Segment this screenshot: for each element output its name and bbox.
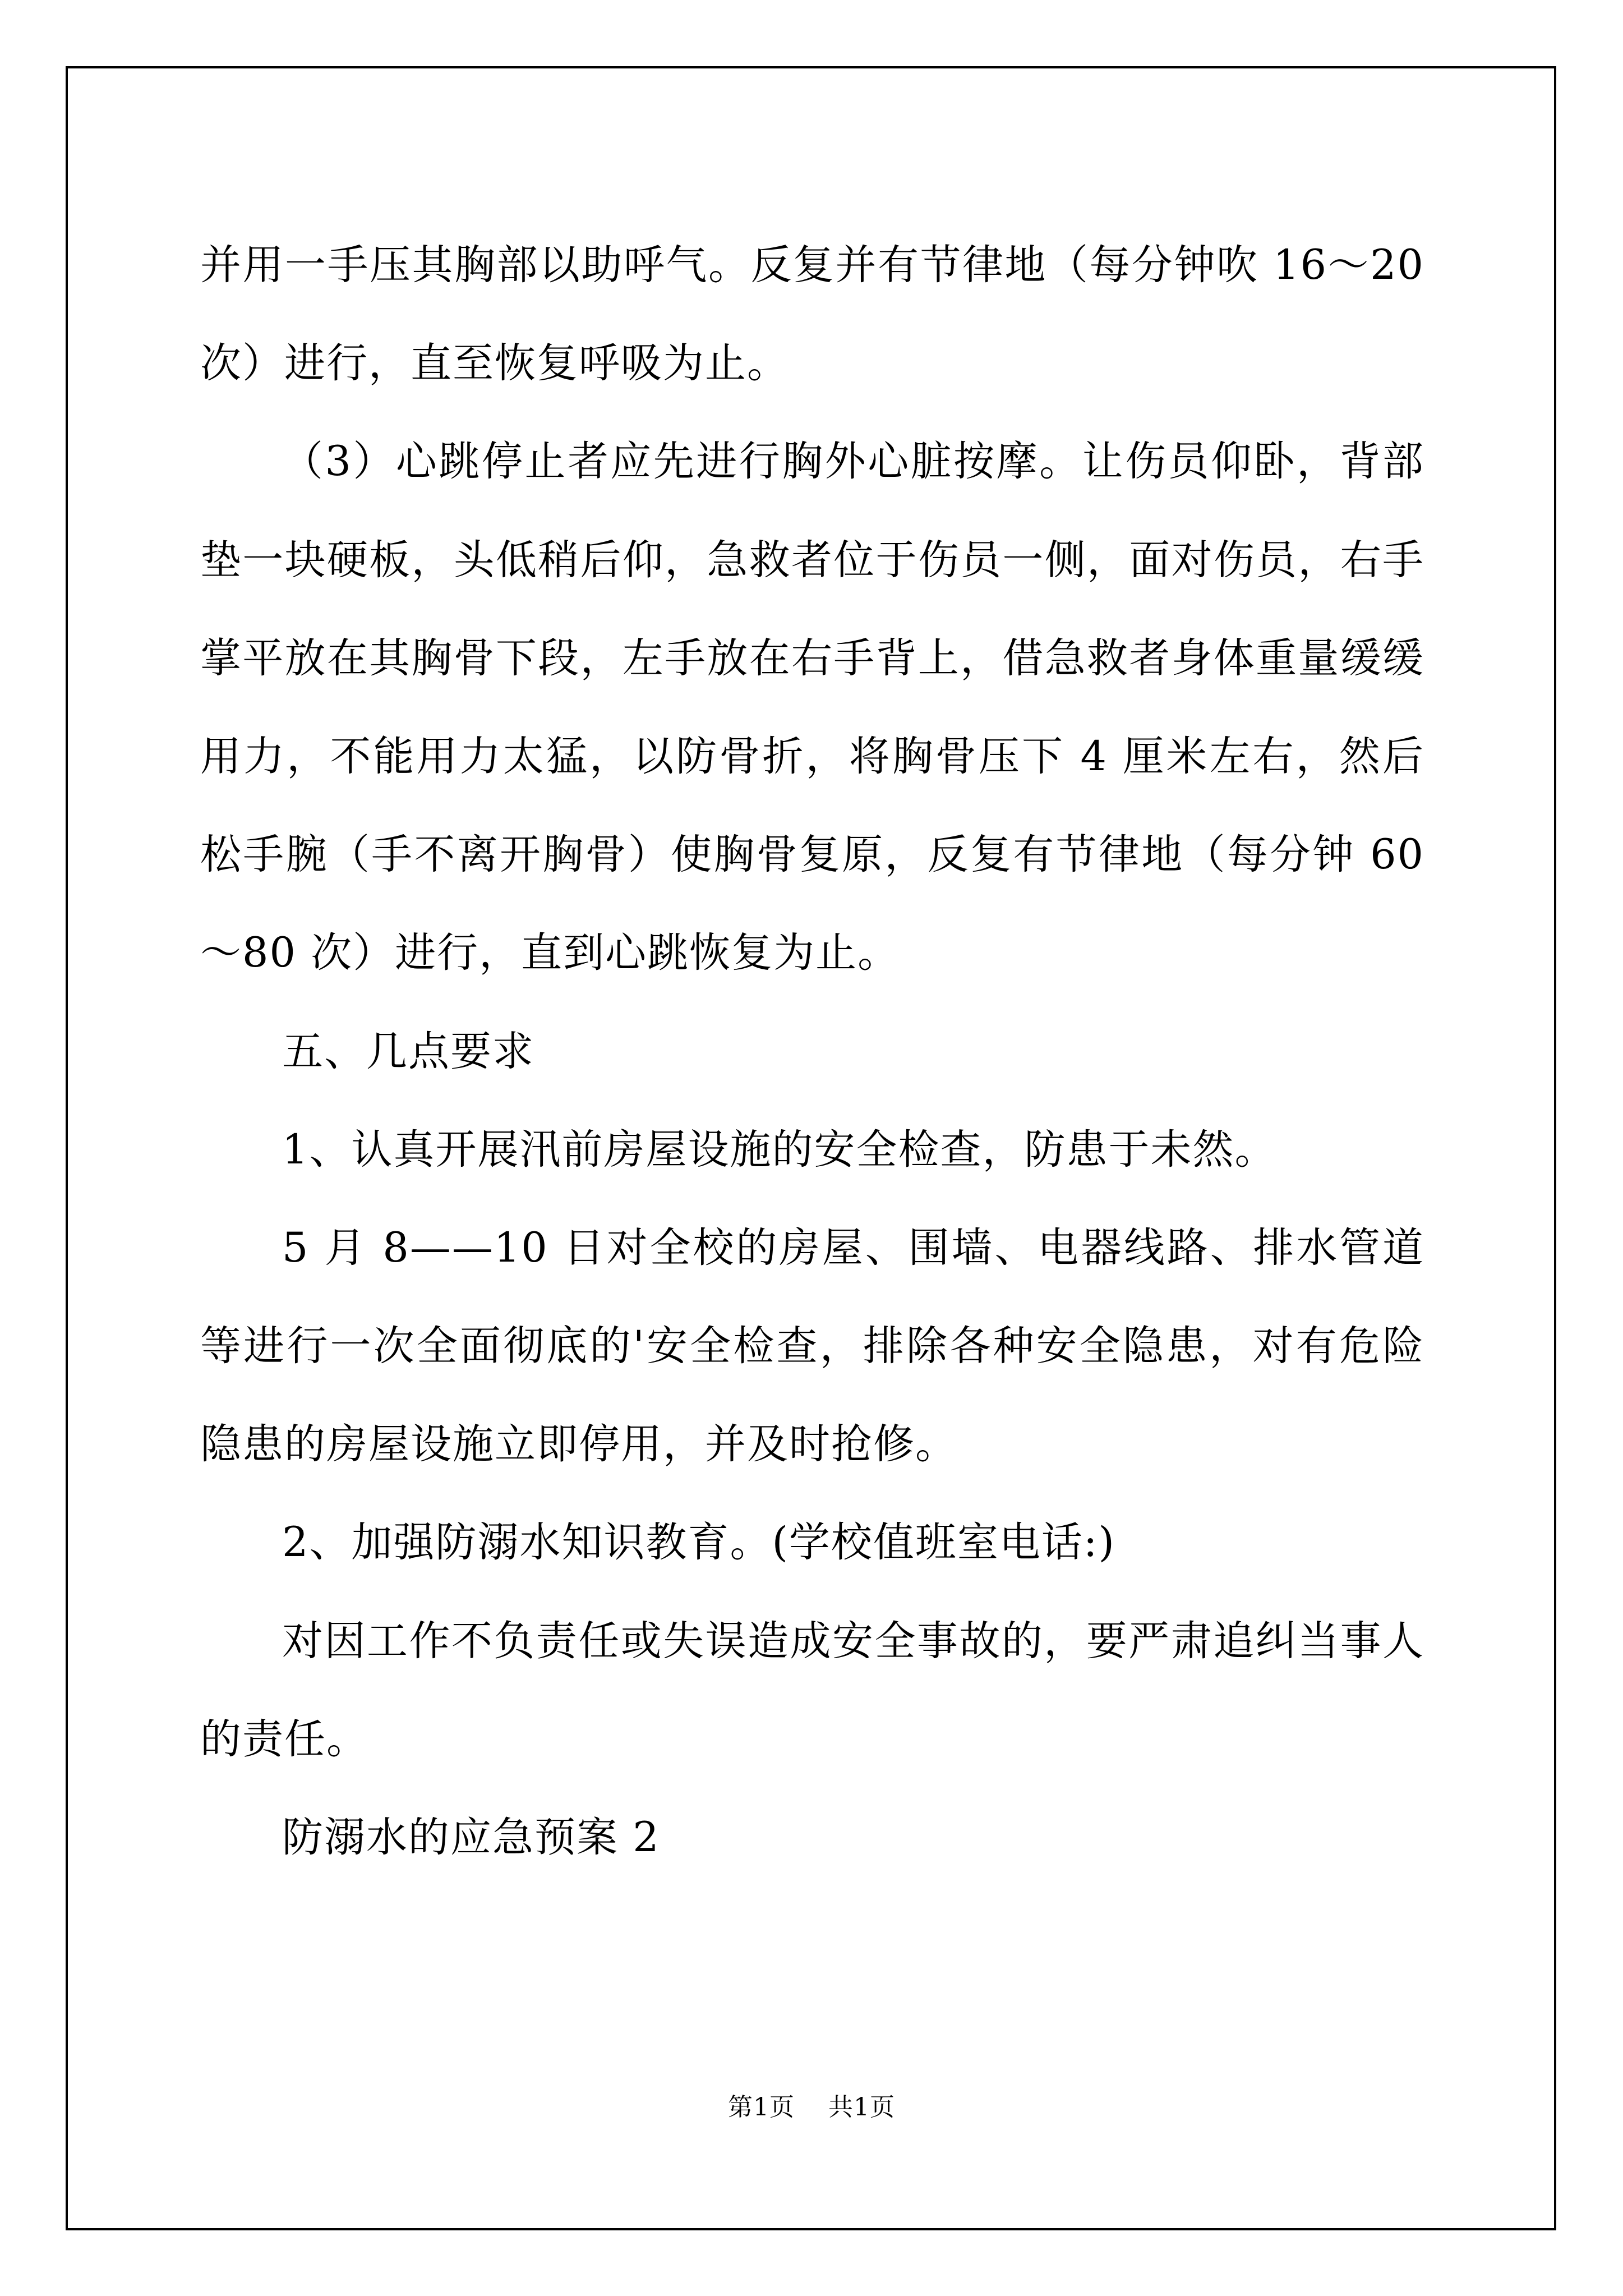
page-number: 第1页: [728, 2093, 795, 2122]
document-body: [200, 216, 1424, 1887]
section-heading: 五、几点要求: [282, 1027, 534, 1075]
paragraph: 并用一手压其胸部以助呼气。反复并有节律地（每分钟吹 16～20 次）进行，直至恢复呼吸为止。: [200, 241, 1424, 388]
page-footer: [0, 2087, 1623, 2123]
paragraph: 5 月 8——10 日对全校的房屋、围墙、电器线路、排水管道等进行一次全面彻底的'安全检查，排除各种安全隐患，对有危险隐患的房屋设施立即停用，并及时抢修。: [200, 1223, 1424, 1469]
paragraph: （3）心跳停止者应先进行胸外心脏按摩。让伤员仰卧，背部垫一块硬板，头低稍后仰，急救者位于伤员一侧，面对伤员，右手掌平放在其胸骨下段，左手放在右手背上，借急救者身体重量缓缓用力，不能用力太猛，以防骨折，将胸骨压下 4 厘米左右，然后松手腕（手不离开胸骨）使胸骨复原，反复有节律地（每分钟 60～80 次）进行，直到心跳恢复为止。: [200, 438, 1424, 977]
paragraph: 防溺水的应急预案 2: [282, 1814, 660, 1861]
page-total: 共1页: [828, 2093, 895, 2122]
paragraph: 1、认真开展汛前房屋设施的安全检查，防患于未然。: [282, 1125, 1277, 1174]
paragraph: 2、加强防溺水知识教育。(学校值班室电话:): [282, 1519, 1115, 1567]
paragraph: 对因工作不负责任或失误造成安全事故的，要严肃追纠当事人的责任。: [200, 1617, 1424, 1763]
